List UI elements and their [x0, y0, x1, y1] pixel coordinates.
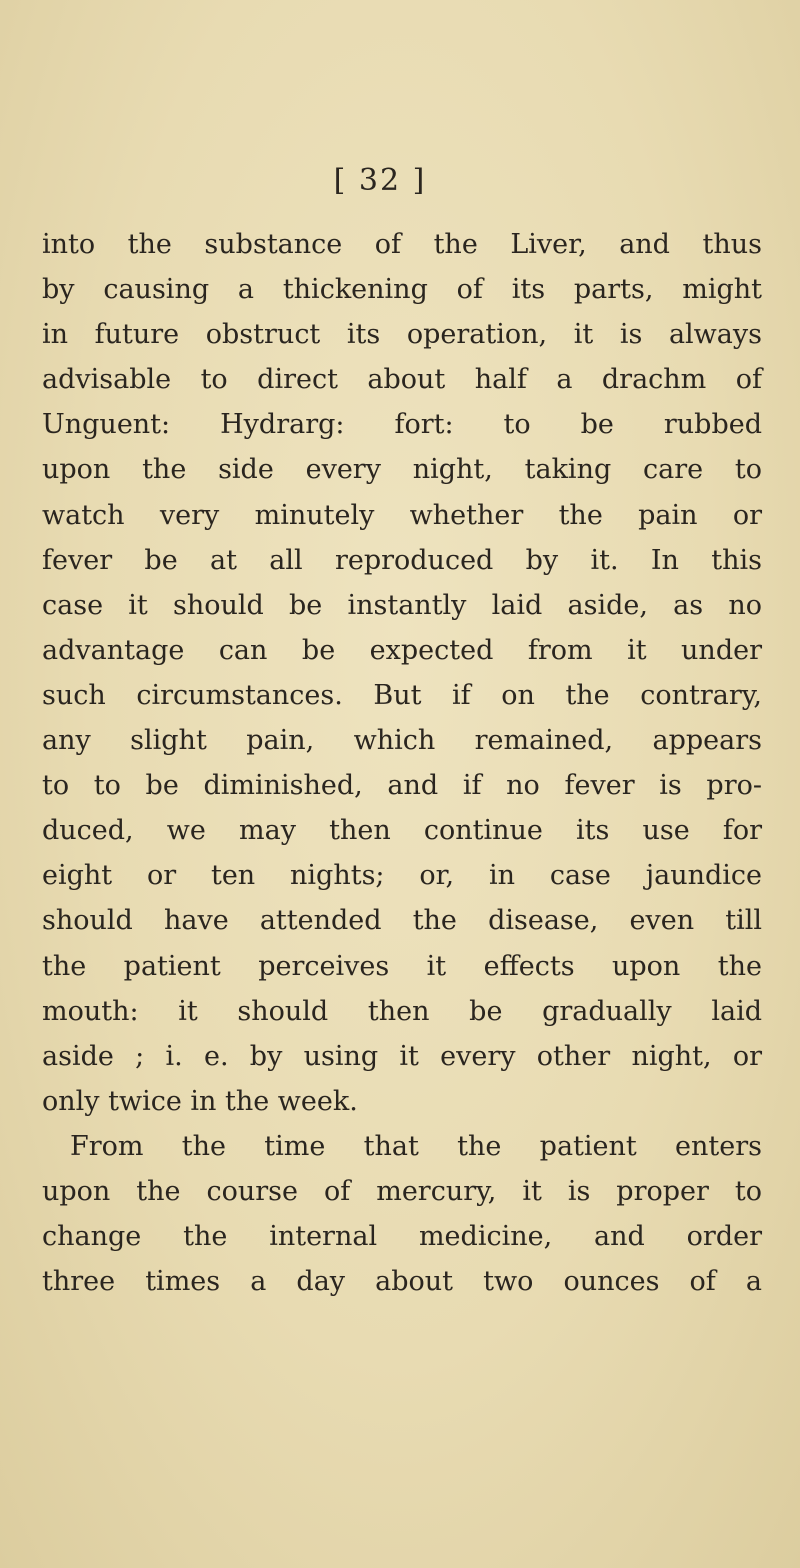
text-line: upon the course of mercury, it is proper to [42, 1175, 762, 1207]
text-line: change the internal medicine, and order [42, 1221, 762, 1253]
text-line: advisable to direct about half a drachm of [42, 364, 762, 396]
text-line: Unguent: Hydrarg: fort: to be rubbed [42, 409, 762, 441]
page-number: [ 32 ] [333, 163, 427, 198]
text-line: three times a day about two ounces of a [42, 1266, 762, 1298]
body-text [42, 222, 762, 1304]
text-line: watch very minutely whether the pain or [42, 499, 762, 531]
text-line: any slight pain, which remained, appears [42, 725, 762, 757]
text-line: mouth: it should then be gradually laid [42, 995, 762, 1027]
text-line: by causing a thickening of its parts, might [42, 274, 762, 306]
text-line: into the substance of the Liver, and thus [42, 229, 762, 260]
text-line: in future obstruct its operation, it is always [42, 319, 762, 351]
text-line: should have attended the disease, even till [42, 905, 762, 937]
text-line: such circumstances. But if on the contrary, [42, 679, 762, 711]
text-line: fever be at all reproduced by it. In this [42, 544, 762, 576]
text-line: duced, we may then continue its use for [42, 815, 762, 847]
text-line: eight or ten nights; or, in case jaundice [42, 860, 762, 892]
text-line: From the time that the patient enters [70, 1130, 762, 1162]
text-line: the patient perceives it effects upon the [42, 950, 762, 982]
text-line: case it should be instantly laid aside, as no [42, 589, 762, 621]
text-line: only twice in the week. [42, 1085, 358, 1117]
text-line: to to be diminished, and if no fever is pro- [42, 770, 762, 802]
text-line: advantage can be expected from it under [42, 634, 762, 666]
text-line: aside ; i. e. by using it every other night, or [42, 1040, 762, 1072]
text-line: upon the side every night, taking care to [42, 454, 762, 486]
